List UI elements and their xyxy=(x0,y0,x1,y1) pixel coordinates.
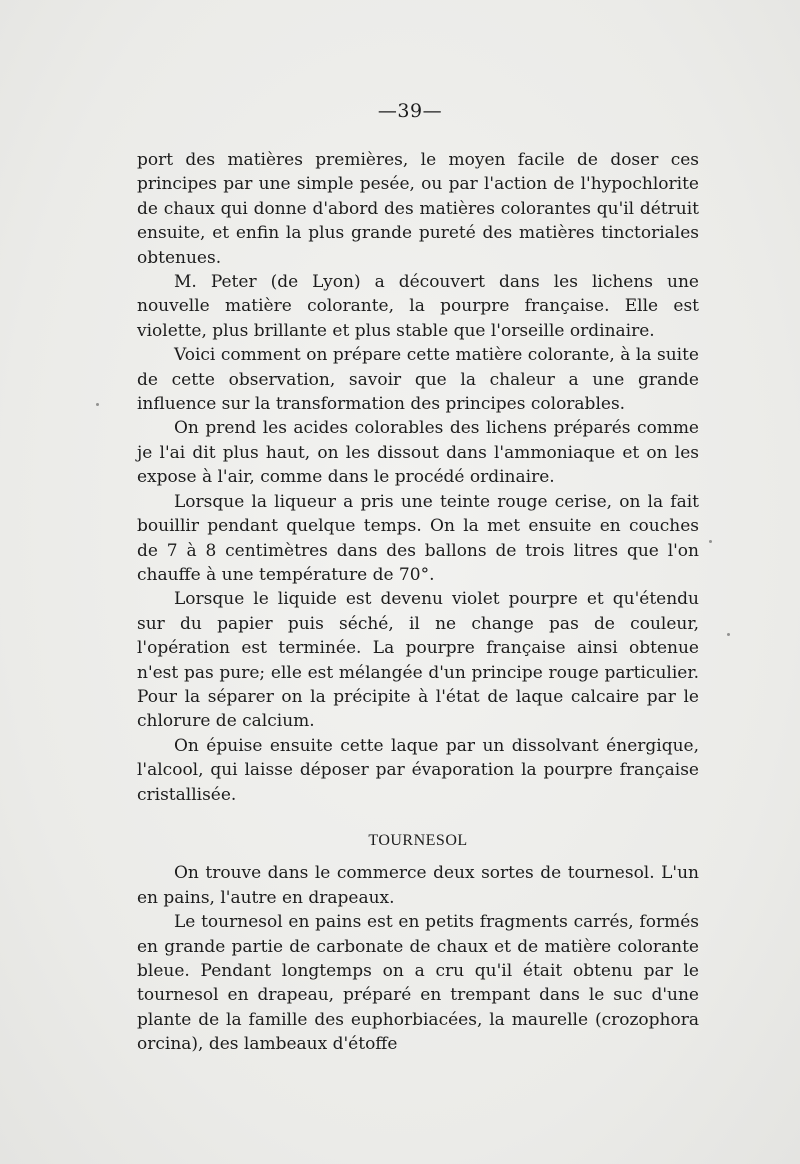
paragraph: Le tournesol en pains est en petits fragments carrés, formés en grande partie de carbonate de chaux et de matière colorante bleue. Pendant longtemps on a cru qu'il était obtenu par le tournesol en drapeau, préparé en trempant dans le suc d'une plante de la famille des euphorbiacées, la maurelle (crozophora orcina), des lambeaux d'étoffe xyxy=(137,912,699,1055)
section-title: TOURNESOL xyxy=(368,831,468,849)
paragraph: Lorsque le liquide est devenu violet pourpre et qu'étendu sur du papier puis séché, il ne change pas de couleur, l'opération est terminée. La pourpre française ainsi obtenue n'est pas pure; elle est mélangée d'un principe rouge particulier. Pour la séparer on la précipite à l'état de laque calcaire par le chlorure de calcium. xyxy=(137,589,699,732)
paper-speck xyxy=(709,540,712,543)
paragraph: On épuise ensuite cette laque par un dissolvant énergique, l'alcool, qui laisse déposer par évaporation la pourpre française cristallisée. xyxy=(137,735,699,805)
paragraph: Lorsque la liqueur a pris une teinte rouge cerise, on la fait bouillir pendant quelque temps. On la met ensuite en couches de 7 à 8 centimètres dans des ballons de trois litres que l'on chauffe à une température de 70°. xyxy=(137,491,699,585)
paragraph: Voici comment on prépare cette matière colorante, à la suite de cette observation, savoir que la chaleur a une grande influence sur la transformation des principes colorables. xyxy=(137,345,699,415)
paragraph: port des matières premières, le moyen facile de doser ces principes par une simple pesée, ou par l'action de l'hypochlorite de chaux qui donne d'abord des matières colorantes qu'il détruit ensuite, et enfin la plus grande pureté des matières tinctoriales obtenues. xyxy=(137,150,699,268)
page-number: —39— xyxy=(377,100,443,122)
paragraph: On trouve dans le commerce deux sortes de tournesol. L'un en pains, l'autre en drapeaux. xyxy=(137,863,699,908)
paragraph: On prend les acides colorables des lichens préparés comme je l'ai dit plus haut, on les dissout dans l'ammoniaque et on les expose à l'air, comme dans le procédé ordinaire. xyxy=(137,418,699,488)
paper-speck xyxy=(96,403,99,406)
paragraph: M. Peter (de Lyon) a découvert dans les lichens une nouvelle matière colorante, la pourpre française. Elle est violette, plus brillante et plus stable que l'orseille ordinaire. xyxy=(137,272,699,341)
body-text xyxy=(137,148,699,1057)
paper-speck xyxy=(727,633,730,636)
